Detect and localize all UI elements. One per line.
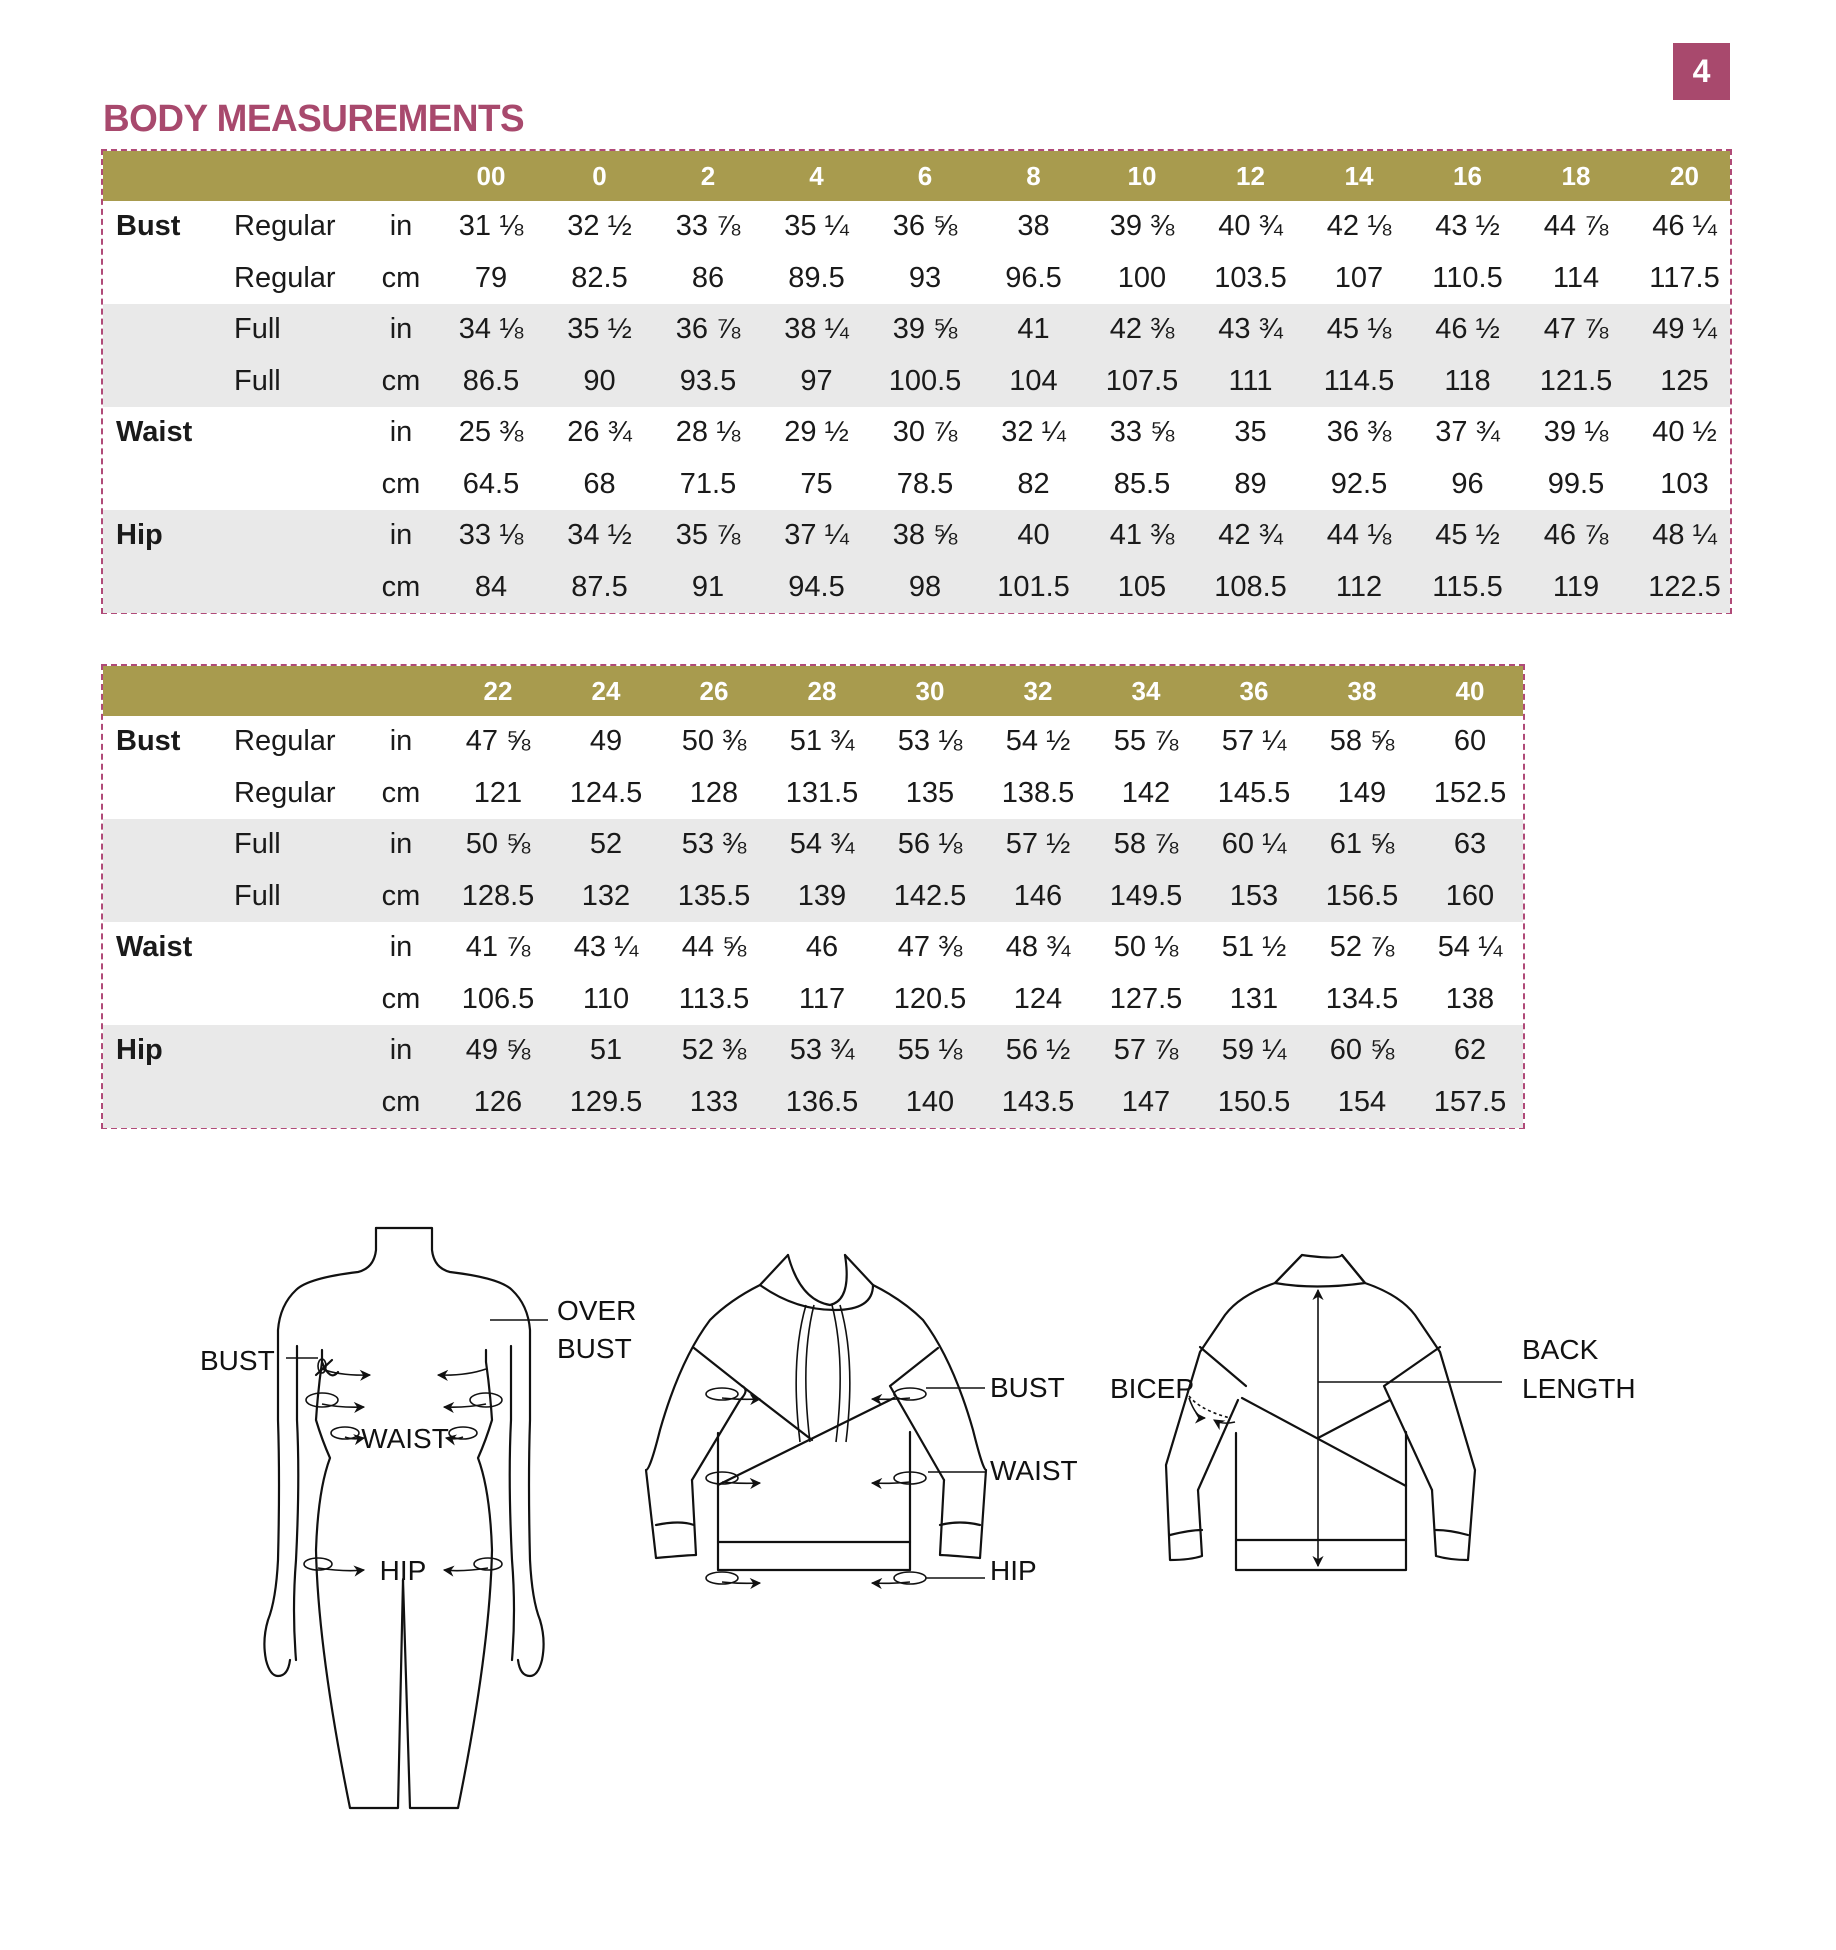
unit-label: in: [389, 725, 413, 757]
measurement-value: 49 ⅝: [465, 1034, 531, 1066]
measurement-value: 124.5: [569, 776, 643, 809]
measurement-value: 111: [1228, 364, 1273, 397]
measurement-value: 37 ¾: [1435, 416, 1500, 448]
measurement-value: 142.5: [893, 879, 967, 912]
page-number-badge: [1673, 43, 1730, 100]
back-length-label-line1: BACK: [1522, 1334, 1599, 1365]
measurement-value: 129.5: [569, 1085, 643, 1118]
measurement-value: 106.5: [461, 982, 535, 1015]
measurement-value: 157.5: [1433, 1085, 1507, 1118]
measurement-value: 50 ⅛: [1113, 931, 1179, 963]
measurement-value: 39 ⅝: [892, 313, 958, 345]
measurement-value: 117.5: [1649, 261, 1720, 294]
measurement-value: 51 ½: [1221, 931, 1287, 963]
table-row: [103, 974, 1523, 1026]
measurement-value: 71.5: [679, 467, 737, 500]
measurement-value: 45 ½: [1435, 519, 1500, 551]
measurement-value: 107: [1334, 261, 1384, 294]
measurement-value: 135.5: [677, 879, 751, 912]
measurement-value: 25 ⅜: [458, 416, 524, 448]
measurement-value: 64.5: [462, 467, 520, 500]
measurement-value: 110.5: [1432, 261, 1503, 294]
back-bicep-label: BICEP: [1110, 1373, 1195, 1404]
measurement-value: 114: [1552, 261, 1600, 294]
size-column-header: 34: [1131, 676, 1161, 706]
measurement-value: 152.5: [1433, 776, 1507, 809]
measurement-value: 75: [800, 467, 833, 500]
fit-type: Regular: [234, 261, 336, 294]
measurement-value: 115.5: [1432, 570, 1503, 603]
measurement-name: Bust: [116, 210, 181, 242]
size-column-header: 18: [1561, 161, 1591, 191]
measurement-value: 32 ½: [567, 210, 632, 242]
measurement-value: 52 ⅞: [1329, 931, 1395, 963]
front-hip-label: HIP: [990, 1555, 1037, 1586]
measurement-value: 86.5: [462, 364, 520, 397]
measurement-value: 33 ⅞: [675, 210, 741, 242]
page-number: 4: [1692, 53, 1711, 89]
measurement-value: 48 ¾: [1005, 931, 1071, 963]
size-column-header: 00: [476, 161, 506, 191]
measurement-value: 154: [1337, 1085, 1387, 1118]
measurement-value: 122.5: [1648, 570, 1721, 603]
unit-label: cm: [381, 467, 421, 500]
measurement-value: 42 ⅜: [1109, 313, 1175, 345]
measurement-value: 126: [473, 1085, 523, 1118]
hoodie-back-icon: [1166, 1255, 1502, 1570]
measurement-name: Waist: [116, 416, 193, 448]
table-row: [103, 304, 1730, 356]
size-column-header: 12: [1236, 161, 1265, 191]
measurement-value: 49 ¼: [1652, 313, 1717, 345]
size-column-header: 10: [1127, 161, 1157, 191]
measurement-value: 43 ½: [1435, 210, 1500, 242]
measurement-value: 100.5: [888, 364, 962, 397]
table-row: [103, 1077, 1523, 1129]
measurement-value: 61 ⅝: [1329, 828, 1395, 860]
unit-label: cm: [381, 879, 421, 912]
measurement-value: 160: [1445, 879, 1495, 912]
measurement-value: 35 ⅞: [675, 519, 741, 551]
measurement-value: 43 ¾: [1218, 313, 1283, 345]
fit-type: Regular: [234, 776, 336, 809]
measurement-value: 53 ⅜: [681, 828, 747, 860]
fit-type: Full: [234, 313, 281, 345]
size-column-header: 28: [807, 676, 837, 706]
measurement-value: 43 ¼: [573, 931, 639, 963]
measurement-name: Waist: [116, 931, 193, 963]
measurement-value: 41: [1017, 313, 1050, 345]
fit-type: Full: [234, 364, 281, 397]
measurement-value: 149: [1337, 776, 1387, 809]
measurement-value: 120.5: [893, 982, 967, 1015]
measurement-value: 52: [589, 828, 623, 860]
measurement-value: 60 ⅝: [1329, 1034, 1395, 1066]
measurement-value: 156.5: [1325, 879, 1399, 912]
unit-label: cm: [381, 261, 421, 294]
measurement-value: 47 ⅝: [465, 725, 531, 757]
measurement-value: 138.5: [1001, 776, 1075, 809]
measurement-value: 60 ¼: [1221, 828, 1287, 860]
measurement-value: 28 ⅛: [675, 416, 741, 448]
measurement-value: 42 ¾: [1218, 519, 1283, 551]
size-column-header: 6: [917, 161, 933, 191]
measurement-value: 56 ⅛: [897, 828, 963, 860]
measurement-value: 58 ⅝: [1329, 725, 1395, 757]
measurement-value: 26 ¾: [567, 416, 632, 448]
measurement-value: 142: [1121, 776, 1171, 809]
size-column-header: 0: [592, 161, 607, 191]
measurement-value: 86: [691, 261, 725, 294]
unit-label: in: [389, 313, 413, 345]
measurement-value: 150.5: [1217, 1085, 1291, 1118]
measurement-value: 114.5: [1323, 364, 1395, 397]
measurement-value: 131: [1229, 982, 1279, 1015]
measurement-value: 103.5: [1214, 261, 1287, 294]
measurement-value: 96.5: [1005, 261, 1062, 294]
measurement-value: 37 ¼: [784, 519, 849, 551]
measurement-value: 57 ⅞: [1113, 1034, 1179, 1066]
table-row: [103, 459, 1730, 511]
measurement-value: 99.5: [1547, 467, 1605, 500]
measurement-value: 46 ⅞: [1543, 519, 1609, 551]
measurement-value: 90: [583, 364, 616, 397]
table-row: [103, 922, 1523, 974]
measurement-value: 132: [581, 879, 631, 912]
measurement-value: 54 ½: [1005, 725, 1071, 757]
body-over-bust-label-line2: BUST: [557, 1333, 632, 1364]
body-hip-label: HIP: [379, 1555, 427, 1586]
table-row: [103, 253, 1730, 305]
measurement-value: 128: [689, 776, 739, 809]
measurement-value: 56 ½: [1005, 1034, 1071, 1066]
measurement-value: 146: [1013, 879, 1063, 912]
table-row: [103, 716, 1523, 768]
measurement-value: 121: [473, 776, 523, 809]
measurement-value: 36 ⅝: [892, 210, 958, 242]
measurement-table-sizes-22-40: [101, 664, 1525, 1129]
table-row: [103, 768, 1523, 820]
measurement-value: 39 ⅜: [1109, 210, 1175, 242]
size-column-header: 8: [1026, 161, 1041, 191]
measurement-value: 33 ⅛: [458, 519, 524, 551]
measurement-value: 136.5: [785, 1085, 859, 1118]
measurement-value: 131.5: [785, 776, 859, 809]
measurement-value: 82.5: [571, 261, 628, 294]
measurement-name: Hip: [116, 1034, 163, 1066]
measurement-value: 48 ¼: [1652, 519, 1717, 551]
measurement-value: 49: [589, 725, 623, 757]
measurement-table-sizes-00-20: [101, 149, 1732, 614]
measurement-value: 53 ¾: [789, 1034, 855, 1066]
unit-label: cm: [381, 570, 421, 603]
measurement-value: 52 ⅜: [681, 1034, 747, 1066]
measurement-value: 128.5: [461, 879, 535, 912]
measurement-value: 32 ¼: [1001, 416, 1066, 448]
measurement-value: 117: [798, 982, 846, 1015]
size-column-header: 4: [809, 161, 824, 191]
measurement-value: 100: [1117, 261, 1167, 294]
measurement-value: 35 ¼: [784, 210, 849, 242]
measurement-value: 50 ⅜: [681, 725, 747, 757]
fit-type: Regular: [234, 725, 336, 757]
measurement-value: 51: [589, 1034, 623, 1066]
measurement-value: 121.5: [1539, 364, 1613, 397]
measurement-value: 47 ⅞: [1543, 313, 1609, 345]
size-header-row: [103, 151, 1730, 201]
measurement-value: 39 ⅛: [1543, 416, 1609, 448]
measurement-value: 55 ⅞: [1113, 725, 1179, 757]
measurement-value: 105: [1117, 570, 1167, 603]
size-column-header: 38: [1347, 676, 1377, 706]
measurement-value: 57 ¼: [1221, 725, 1287, 757]
measurement-value: 51 ¾: [789, 725, 855, 757]
measurement-value: 118: [1444, 364, 1491, 397]
unit-label: in: [389, 1034, 413, 1066]
measurement-value: 85.5: [1113, 467, 1171, 500]
measurement-value: 138: [1445, 982, 1495, 1015]
measurement-value: 41 ⅜: [1109, 519, 1175, 551]
unit-label: cm: [381, 776, 421, 809]
measurement-value: 40 ½: [1652, 416, 1717, 448]
measurement-value: 58 ⅞: [1113, 828, 1179, 860]
measurement-value: 62: [1453, 1034, 1487, 1066]
size-column-header: 22: [483, 676, 513, 706]
measurement-value: 29 ½: [784, 416, 849, 448]
size-column-header: 32: [1023, 676, 1053, 706]
table-row: [103, 871, 1523, 923]
measurement-value: 97: [800, 364, 833, 397]
back-length-label-line2: LENGTH: [1522, 1373, 1636, 1404]
measurement-value: 82: [1017, 467, 1050, 500]
fit-type: Full: [234, 879, 281, 912]
measurement-value: 135: [905, 776, 955, 809]
table-row: [103, 562, 1730, 614]
table-row: [103, 356, 1730, 408]
measurement-value: 54 ¼: [1437, 931, 1503, 963]
measurement-value: 46 ¼: [1652, 210, 1717, 242]
size-column-header: 16: [1453, 161, 1482, 191]
measurement-value: 40: [1017, 519, 1050, 551]
measurement-value: 55 ⅛: [897, 1034, 963, 1066]
size-column-header: 20: [1670, 161, 1699, 191]
unit-label: cm: [381, 982, 421, 1015]
measurement-value: 53 ⅛: [897, 725, 963, 757]
measurement-value: 89.5: [788, 261, 845, 294]
measurement-value: 36 ⅜: [1326, 416, 1392, 448]
measurement-value: 38: [1017, 210, 1050, 242]
measurement-value: 140: [905, 1085, 955, 1118]
front-bust-label: BUST: [990, 1372, 1065, 1403]
measurement-value: 93: [908, 261, 942, 294]
table-row: [103, 1025, 1523, 1077]
size-column-header: 2: [700, 161, 716, 191]
measurement-value: 44 ⅛: [1326, 519, 1392, 551]
measurement-value: 101.5: [997, 570, 1070, 603]
measurement-value: 34 ½: [567, 519, 632, 551]
measurement-value: 46 ½: [1435, 313, 1500, 345]
measurement-value: 149.5: [1109, 879, 1183, 912]
measurement-value: 34 ⅛: [458, 313, 524, 345]
size-column-header: 14: [1344, 161, 1374, 191]
fit-type: Regular: [234, 210, 336, 242]
size-column-header: 24: [591, 676, 621, 706]
body-waist-label: WAIST: [361, 1423, 449, 1454]
measurement-value: 40 ¾: [1218, 210, 1283, 242]
measurement-value: 68: [583, 467, 616, 500]
measurement-value: 44 ⅝: [681, 931, 747, 963]
measurement-value: 92.5: [1330, 467, 1388, 500]
measurement-value: 44 ⅞: [1543, 210, 1609, 242]
measurement-value: 78.5: [896, 467, 954, 500]
fit-type: Full: [234, 828, 281, 860]
measurement-value: 38 ¼: [784, 313, 849, 345]
unit-label: in: [389, 519, 413, 551]
measurement-value: 47 ⅜: [897, 931, 963, 963]
unit-label: in: [389, 416, 413, 448]
table-row: [103, 819, 1523, 871]
measurement-value: 127.5: [1109, 982, 1183, 1015]
measurement-value: 145.5: [1217, 776, 1291, 809]
measurement-value: 134.5: [1325, 982, 1399, 1015]
measurement-value: 107.5: [1105, 364, 1179, 397]
unit-label: cm: [381, 364, 421, 397]
measurement-value: 84: [474, 570, 508, 603]
measurement-value: 63: [1453, 828, 1487, 860]
measurement-value: 153: [1229, 879, 1279, 912]
size-column-header: 26: [699, 676, 729, 706]
measurement-value: 91: [691, 570, 725, 603]
front-waist-label: WAIST: [990, 1455, 1078, 1486]
measurement-value: 35 ½: [567, 313, 632, 345]
table-row: [103, 407, 1730, 459]
measurement-value: 139: [797, 879, 847, 912]
unit-label: in: [389, 828, 413, 860]
measurement-value: 87.5: [571, 570, 628, 603]
unit-label: in: [389, 210, 413, 242]
measurement-value: 59 ¼: [1221, 1034, 1287, 1066]
measurement-value: 94.5: [788, 570, 845, 603]
measurement-value: 125: [1660, 364, 1709, 397]
measurement-value: 93.5: [679, 364, 737, 397]
measurement-value: 79: [474, 261, 508, 294]
measurement-value: 33 ⅝: [1109, 416, 1175, 448]
size-column-header: 40: [1455, 676, 1485, 706]
measurement-value: 57 ½: [1005, 828, 1071, 860]
measurement-illustrations: [0, 1150, 1836, 1850]
measurement-value: 41 ⅞: [465, 931, 531, 963]
measurement-value: 45 ⅛: [1326, 313, 1392, 345]
table-row: [103, 510, 1730, 562]
body-figure-icon: [264, 1228, 548, 1808]
measurement-value: 119: [1552, 570, 1600, 603]
measurement-value: 89: [1234, 467, 1267, 500]
measurement-value: 147: [1121, 1085, 1171, 1118]
body-bust-label: BUST: [200, 1345, 275, 1376]
measurement-value: 46: [805, 931, 839, 963]
measurement-value: 112: [1335, 570, 1383, 603]
unit-label: cm: [381, 1085, 421, 1118]
page-title: BODY MEASUREMENTS: [103, 98, 525, 140]
size-header-row: [103, 666, 1523, 716]
unit-label: in: [389, 931, 413, 963]
measurement-value: 110: [582, 982, 630, 1015]
measurement-value: 36 ⅞: [675, 313, 741, 345]
measurement-value: 113.5: [678, 982, 750, 1015]
measurement-value: 103: [1660, 467, 1709, 500]
size-column-header: 36: [1239, 676, 1269, 706]
measurement-value: 42 ⅛: [1326, 210, 1392, 242]
measurement-value: 143.5: [1001, 1085, 1075, 1118]
measurement-value: 104: [1009, 364, 1058, 397]
measurement-value: 31 ⅛: [458, 210, 524, 242]
measurement-value: 98: [908, 570, 942, 603]
measurement-value: 108.5: [1214, 570, 1287, 603]
measurement-value: 35: [1234, 416, 1267, 448]
measurement-value: 60: [1453, 725, 1487, 757]
measurement-name: Hip: [116, 519, 163, 551]
measurement-value: 133: [689, 1085, 739, 1118]
measurement-value: 38 ⅝: [892, 519, 958, 551]
measurement-value: 124: [1013, 982, 1063, 1015]
body-over-bust-label-line1: OVER: [557, 1295, 637, 1326]
measurement-value: 96: [1451, 467, 1484, 500]
measurement-value: 30 ⅞: [892, 416, 958, 448]
measurement-value: 50 ⅝: [465, 828, 531, 860]
hoodie-front-icon: [646, 1255, 986, 1584]
measurement-name: Bust: [116, 725, 181, 757]
table-row: [103, 201, 1730, 253]
size-column-header: 30: [915, 676, 945, 706]
measurement-value: 54 ¾: [789, 828, 855, 860]
